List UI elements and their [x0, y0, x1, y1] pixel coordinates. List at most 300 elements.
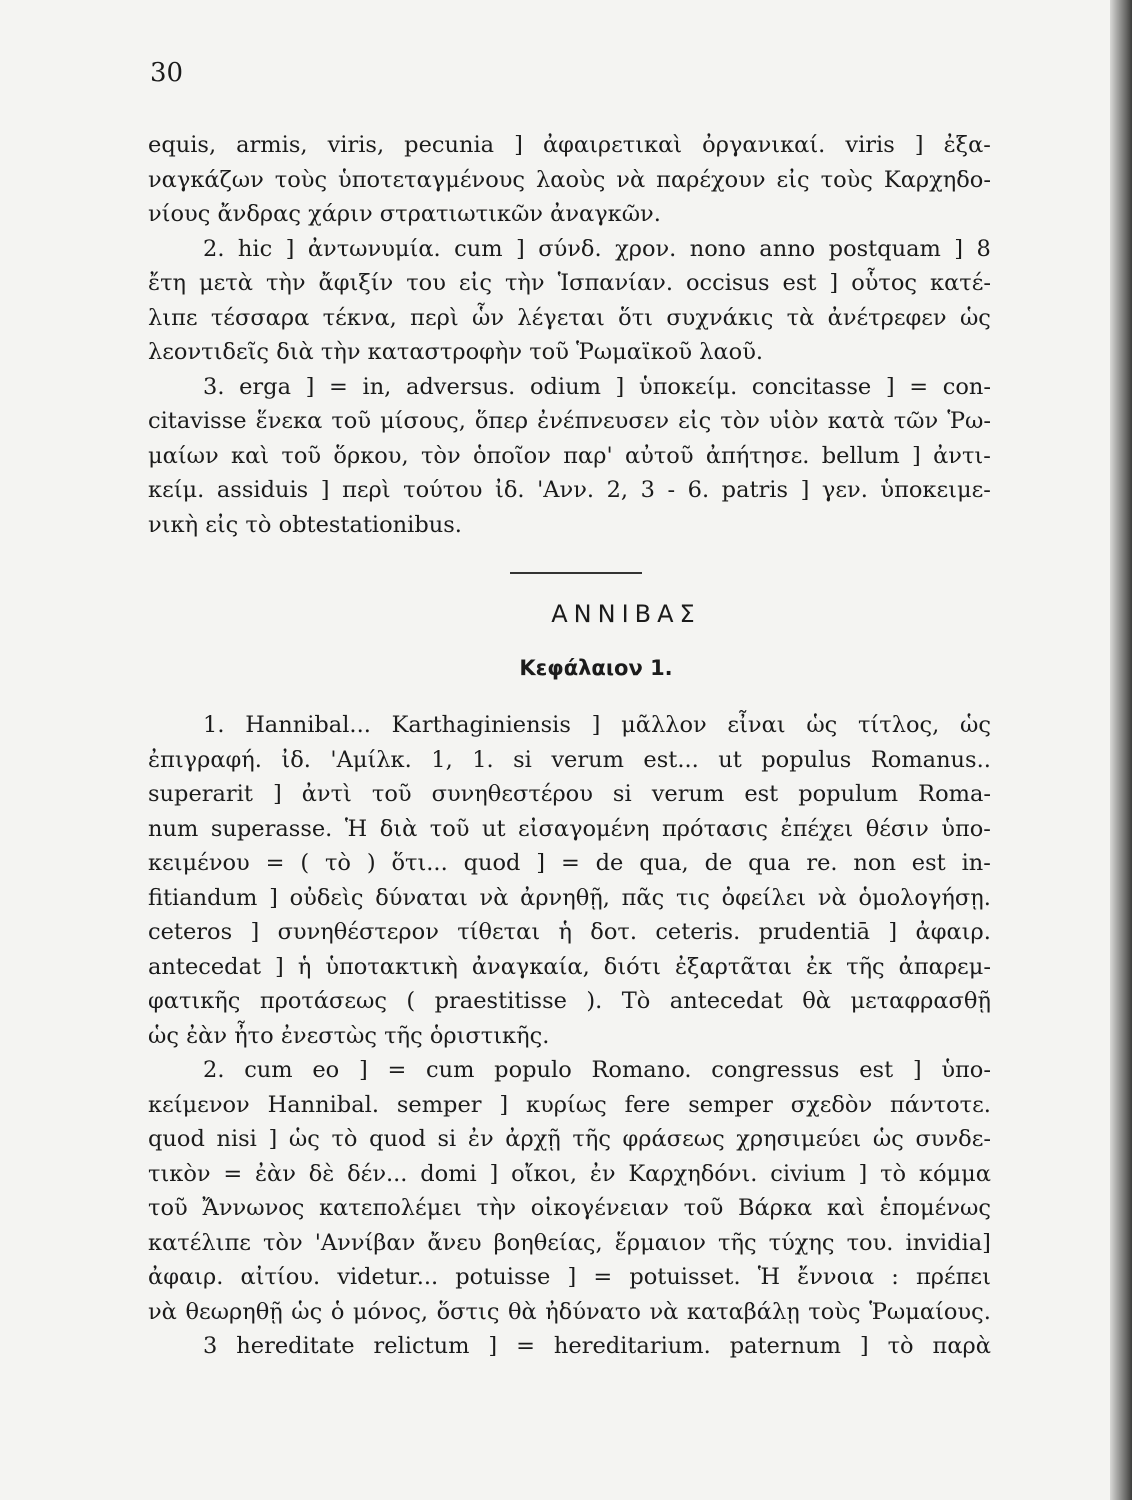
- word: λέγεται: [517, 304, 605, 331]
- word: Hannibal...: [245, 712, 371, 738]
- word: ὡς: [872, 1126, 904, 1152]
- word: de: [704, 850, 733, 876]
- text-line: [148, 846, 991, 881]
- word: prudentiā: [758, 919, 871, 945]
- word: ἀπήτησε.: [705, 442, 810, 469]
- word: in-: [961, 850, 991, 876]
- word: τὸ: [324, 850, 351, 876]
- word: superasse.: [210, 815, 333, 842]
- word: (: [406, 988, 416, 1014]
- word: γεν.: [821, 477, 868, 503]
- word: ]: [914, 132, 924, 158]
- word: τίτλος,: [857, 712, 940, 738]
- word: Ἄννωνος: [202, 1195, 305, 1221]
- word: τὸν: [420, 442, 461, 469]
- word: τὰ: [786, 304, 815, 331]
- word: patris: [721, 477, 789, 503]
- word: 3: [203, 1333, 218, 1359]
- word: νὰ: [148, 1298, 177, 1325]
- word: οἴκοι,: [511, 1160, 578, 1187]
- word: τὴν: [476, 1195, 517, 1221]
- word: ὅρκου,: [333, 442, 409, 469]
- text-line: [148, 301, 991, 336]
- word: κόμμα: [918, 1160, 991, 1187]
- word: ceteros: [148, 919, 233, 945]
- word: Romanus..: [870, 746, 991, 773]
- word: τῆς: [718, 1229, 757, 1256]
- word: ὑπο-: [941, 815, 991, 842]
- word: ).: [586, 988, 603, 1014]
- text-line: [148, 1157, 991, 1192]
- text-line: [148, 128, 991, 163]
- text-line: [148, 232, 991, 267]
- word: num: [148, 815, 199, 842]
- word: bellum: [821, 442, 900, 469]
- word: ἀπαρεμ-: [898, 953, 991, 980]
- word: τοῦ: [429, 815, 470, 842]
- word: νὰ: [817, 884, 847, 911]
- word: ]: [912, 442, 921, 469]
- word: populum: [798, 781, 899, 807]
- word: ]: [269, 884, 278, 911]
- word: δοτ.: [590, 919, 637, 945]
- word: =: [265, 850, 285, 876]
- word: αἰτίου.: [240, 1264, 321, 1290]
- word: προτάσεως: [259, 988, 387, 1014]
- word: μετὰ: [199, 270, 253, 296]
- word: hereditarium.: [553, 1333, 711, 1359]
- word: ὑποκείμ.: [638, 373, 738, 400]
- word: nisi: [216, 1126, 257, 1152]
- word: ]: [888, 919, 898, 945]
- word: odium: [529, 373, 601, 400]
- word: μαίων: [148, 442, 219, 469]
- word: μόνος,: [352, 1298, 429, 1325]
- word: λαοὺς: [536, 166, 606, 193]
- word: νικὴ εἰς τὸ obtestationibus.: [148, 511, 462, 538]
- word: μᾶλλον: [621, 712, 707, 738]
- word: ἀντωνυμία.: [307, 235, 441, 262]
- word: κατὰ: [827, 408, 885, 434]
- word: ἀναγκαία,: [471, 953, 590, 980]
- word: congressus: [711, 1057, 840, 1083]
- word: εἶναι: [727, 712, 786, 738]
- word: σχεδὸν: [790, 1091, 873, 1118]
- word: ὑποτεταγμένους: [338, 166, 526, 193]
- word: si: [612, 781, 632, 807]
- word: 2.: [203, 235, 225, 262]
- word: occisus: [685, 270, 770, 296]
- word: antecedat: [148, 953, 262, 980]
- word: potuisse: [455, 1264, 551, 1290]
- text-line: [148, 197, 991, 232]
- word: ὅστις: [436, 1298, 500, 1325]
- word: τέκνα,: [322, 304, 397, 331]
- word: ἀφαιρ.: [915, 919, 991, 945]
- word: ἐν: [589, 1160, 616, 1187]
- word: quod: [369, 1126, 426, 1152]
- word: παρὰ: [932, 1333, 991, 1359]
- text-line: [148, 1019, 991, 1054]
- word: Βάρκα: [737, 1195, 813, 1221]
- page-edge-shadow: [1110, 0, 1132, 1500]
- text-line: [148, 473, 991, 508]
- word: 'Αμίλκ.: [330, 746, 412, 773]
- word: si: [513, 746, 532, 773]
- word: κατέλιπε: [148, 1229, 251, 1256]
- word: ὑπο-: [941, 1057, 991, 1083]
- word: Ῥωμαίους.: [869, 1298, 991, 1325]
- word: Roma-: [918, 781, 991, 807]
- word: 1,: [431, 746, 453, 773]
- text-line: [148, 508, 991, 543]
- word: anno: [759, 235, 816, 262]
- word: τὸ: [887, 1333, 914, 1359]
- word: δύναται: [375, 884, 468, 911]
- word: υἱὸν: [768, 408, 819, 434]
- word: antecedat: [669, 988, 783, 1014]
- text-line: [148, 708, 991, 743]
- word: Romano.: [591, 1057, 692, 1083]
- commentary-top: [148, 128, 991, 542]
- word: hereditate: [236, 1333, 355, 1359]
- text-line: [148, 1122, 991, 1157]
- word: ἀντὶ: [301, 781, 352, 807]
- word: ὀφείλει: [721, 884, 807, 911]
- word: Karthaginiensis: [391, 712, 571, 738]
- word: εἰς: [776, 166, 810, 193]
- word: verum: [551, 746, 624, 773]
- word: σύνδ.: [538, 235, 602, 262]
- word: quod: [148, 1126, 205, 1152]
- text-line: [148, 1260, 991, 1295]
- word: semper: [396, 1091, 482, 1118]
- word: 2.: [203, 1057, 225, 1083]
- word: ]: [358, 1057, 368, 1083]
- word: equis,: [148, 132, 217, 158]
- word: Ἱσπανίαν.: [557, 270, 673, 296]
- word: est: [744, 781, 779, 807]
- word: 8: [976, 235, 991, 262]
- word: κατεπολέμει: [319, 1195, 462, 1221]
- text-line: [148, 812, 991, 847]
- word: παρέχουν: [656, 166, 766, 193]
- word: ]: [885, 373, 895, 400]
- word: Ἡ: [344, 815, 368, 842]
- word: διότι: [603, 953, 661, 980]
- word: χρον.: [615, 235, 677, 262]
- text-line: [148, 1088, 991, 1123]
- word: ]: [829, 270, 839, 296]
- word: relictum: [373, 1333, 470, 1359]
- word: 'Ανν.: [537, 477, 595, 503]
- word: τοῦ: [371, 781, 412, 807]
- word: ὡς: [806, 712, 838, 738]
- word: τίθεται: [457, 919, 541, 945]
- text-line: [148, 777, 991, 812]
- word: ἄφιξίν: [318, 270, 394, 296]
- word: ὡς: [291, 1298, 323, 1325]
- word: Καρχηδο-: [883, 166, 991, 193]
- word: ]: [250, 919, 260, 945]
- word: ]: [305, 373, 315, 400]
- word: est: [911, 850, 946, 876]
- text-line: [148, 335, 991, 370]
- word: τοὺς: [274, 166, 328, 193]
- word: ): [366, 850, 376, 876]
- word: τὸ: [331, 1126, 358, 1152]
- word: 6.: [687, 477, 710, 503]
- word: θὰ: [802, 988, 832, 1014]
- word: ὀργανικαί.: [702, 132, 826, 158]
- word: δέν...: [347, 1160, 408, 1187]
- word: est: [859, 1057, 894, 1083]
- word: 3.: [203, 373, 225, 400]
- word: ἀρχῇ: [505, 1126, 561, 1152]
- word: 2,: [606, 477, 629, 503]
- word: pecunia: [404, 132, 495, 158]
- word: =: [909, 373, 929, 400]
- word: τοὺς: [820, 166, 873, 193]
- word: ]: [858, 1160, 868, 1187]
- text-line: [148, 743, 991, 778]
- word: τὴν: [504, 270, 545, 296]
- word: (: [300, 850, 310, 876]
- text-line: [148, 1226, 991, 1261]
- word: κείμενον: [148, 1091, 250, 1118]
- word: ἔτη: [148, 270, 187, 296]
- word: ἡ: [297, 953, 312, 980]
- word: τῆς: [846, 953, 885, 980]
- word: θὰ: [507, 1298, 537, 1325]
- word: ]: [954, 235, 964, 262]
- word: erga: [239, 373, 291, 400]
- word: concitasse: [751, 373, 872, 400]
- word: ]: [489, 1160, 499, 1187]
- word: Καρχηδόνι.: [628, 1160, 758, 1187]
- word: =: [593, 1264, 613, 1290]
- word: μεταφρασθῇ: [850, 988, 991, 1014]
- word: =: [516, 1333, 535, 1359]
- word: ἄνευ: [427, 1229, 482, 1256]
- word: τῆς: [572, 1126, 611, 1152]
- text-line: [148, 984, 991, 1019]
- word: ]: [912, 1057, 922, 1083]
- word: ἐν: [467, 1126, 494, 1152]
- word: si: [437, 1126, 457, 1152]
- word: Hannibal.: [267, 1091, 379, 1118]
- word: ut: [481, 815, 506, 842]
- word: πρέπει: [915, 1264, 991, 1290]
- word: ἠδύνατο: [545, 1298, 641, 1325]
- word: τούτου: [403, 477, 483, 503]
- word: καὶ: [231, 442, 270, 469]
- word: του.: [846, 1229, 894, 1256]
- word: est...: [643, 746, 699, 773]
- word: κειμένου: [148, 850, 250, 876]
- word: Τὸ: [621, 988, 651, 1014]
- word: ἐνέπνευσεν: [537, 408, 670, 434]
- word: ὁμολογήσῃ.: [858, 884, 991, 911]
- word: τικὸν: [148, 1160, 211, 1187]
- word: ἐξα-: [943, 132, 991, 158]
- word: δὲ: [308, 1160, 335, 1187]
- word: postquam: [828, 235, 941, 262]
- text-line: [148, 266, 991, 301]
- word: domi: [420, 1160, 477, 1187]
- text-line: [148, 1053, 991, 1088]
- word: 1.: [203, 712, 225, 738]
- word: παρ': [563, 442, 613, 469]
- word: ἀφαιρ.: [148, 1264, 224, 1290]
- word: συνηθεστέρου: [431, 781, 593, 807]
- word: τις: [675, 884, 710, 911]
- chapter-heading: Κεφάλαιον 1.: [519, 656, 673, 680]
- commentary-bottom: [148, 708, 991, 1364]
- section-title: ΑΝΝΙΒΑΣ: [551, 600, 701, 628]
- word: κείμ.: [148, 477, 205, 503]
- word: τοῦ: [331, 408, 372, 434]
- word: τοῦ: [683, 1195, 724, 1221]
- word: praestitisse: [434, 988, 567, 1014]
- text-line: [148, 881, 991, 916]
- word: νὰ: [616, 166, 646, 193]
- word: ἐὰν: [254, 1160, 296, 1187]
- word: κατέ-: [930, 270, 991, 296]
- word: =: [223, 1160, 243, 1187]
- word: οὐδεὶς: [289, 884, 364, 911]
- word: νὰ: [479, 884, 509, 911]
- word: ἔννοια: [797, 1264, 875, 1290]
- word: εἰς: [678, 408, 712, 434]
- word: ὡς: [288, 1126, 320, 1152]
- word: ]: [272, 781, 282, 807]
- word: ἰδ.: [281, 746, 311, 773]
- word: citavisse: [148, 408, 247, 434]
- word: ὁ: [330, 1298, 345, 1325]
- text-line: [148, 1329, 991, 1364]
- word: ὡς: [959, 304, 991, 331]
- word: =: [560, 850, 580, 876]
- word: συνδε-: [915, 1126, 991, 1152]
- text-line: [148, 404, 991, 439]
- word: ἕρμαιον: [614, 1229, 706, 1256]
- word: φράσεως: [622, 1126, 725, 1152]
- word: οὗτος: [851, 270, 918, 296]
- word: τὸ: [880, 1160, 907, 1187]
- word: λεοντιδεῖς διὰ τὴν καταστροφὴν τοῦ Ῥωμαϊκοῦ λαοῦ.: [148, 339, 764, 365]
- word: nono: [689, 235, 746, 262]
- word: συνηθέστερον: [277, 919, 439, 945]
- word: ἡ: [558, 919, 572, 945]
- word: ἐπέχει: [780, 815, 854, 842]
- word: semper: [688, 1091, 773, 1118]
- word: ἀντι-: [933, 442, 991, 469]
- word: :: [891, 1264, 899, 1290]
- word: 3: [640, 477, 655, 503]
- word: τοὺς: [808, 1298, 861, 1325]
- word: con-: [942, 373, 991, 400]
- word: ἰδ.: [495, 477, 525, 503]
- word: ]: [516, 235, 525, 262]
- word: οἰκογένειαν: [530, 1195, 669, 1221]
- word: cum: [426, 1057, 475, 1083]
- word: ]: [275, 953, 284, 980]
- word: ἀφαιρετικαὶ: [542, 132, 683, 158]
- word: videtur...: [337, 1264, 439, 1290]
- text-line: [148, 1295, 991, 1330]
- word: περὶ: [410, 304, 459, 331]
- word: ὅπερ: [474, 408, 529, 434]
- word: non: [853, 850, 896, 876]
- word: ]: [488, 1333, 498, 1359]
- word: est: [782, 270, 817, 296]
- word: φατικῆς: [148, 988, 241, 1014]
- word: τῶν: [893, 408, 939, 434]
- word: Ῥω-: [947, 408, 991, 434]
- word: fitiandum: [148, 884, 258, 911]
- text-line: [148, 439, 991, 474]
- word: λιπε: [148, 304, 198, 331]
- word: νὰ: [649, 1298, 679, 1325]
- page-number: 30: [150, 58, 184, 88]
- word: ἀρνηθῇ,: [520, 884, 610, 911]
- word: ἀνέτρεφεν: [827, 304, 947, 331]
- word: χρησιμεύει: [736, 1126, 862, 1152]
- word: re.: [806, 850, 838, 876]
- word: =: [387, 1057, 407, 1083]
- word: cum: [454, 235, 503, 262]
- word: αὐτοῦ: [624, 442, 694, 469]
- word: ὑποτακτικὴ: [325, 953, 458, 980]
- word: τέσσαρα: [210, 304, 310, 331]
- word: του: [406, 270, 446, 296]
- word: ]: [859, 1333, 869, 1359]
- word: -: [667, 477, 676, 503]
- word: ἐπιγραφή.: [148, 746, 262, 773]
- word: εἰς: [458, 270, 492, 296]
- word: ut: [718, 746, 742, 773]
- word: in,: [362, 373, 392, 400]
- word: τοῦ: [281, 442, 322, 469]
- word: qua,: [639, 850, 689, 876]
- word: assiduis: [216, 477, 309, 503]
- word: quod: [463, 850, 521, 876]
- word: Ἡ: [757, 1264, 781, 1290]
- word: διὰ: [379, 815, 418, 842]
- word: κυρίως: [526, 1091, 607, 1118]
- word: τὸν: [720, 408, 760, 434]
- word: eo: [312, 1057, 340, 1083]
- word: καταβάλῃ: [686, 1298, 800, 1325]
- word: ὅτι...: [391, 850, 448, 876]
- word: 1.: [472, 746, 494, 773]
- text-line: [148, 915, 991, 950]
- text-line: [148, 950, 991, 985]
- word: invidia]: [905, 1229, 991, 1256]
- word: civium: [770, 1160, 846, 1187]
- word: ]: [268, 1126, 278, 1152]
- word: ἐκ: [805, 953, 833, 980]
- word: ὡς: [959, 712, 991, 738]
- word: populo: [494, 1057, 572, 1083]
- word: τὸν: [262, 1229, 303, 1256]
- word: =: [329, 373, 348, 400]
- word: qua: [748, 850, 791, 876]
- word: ]: [514, 132, 523, 158]
- word: ναγκάζων: [148, 166, 264, 193]
- word: ὁποῖον: [472, 442, 551, 469]
